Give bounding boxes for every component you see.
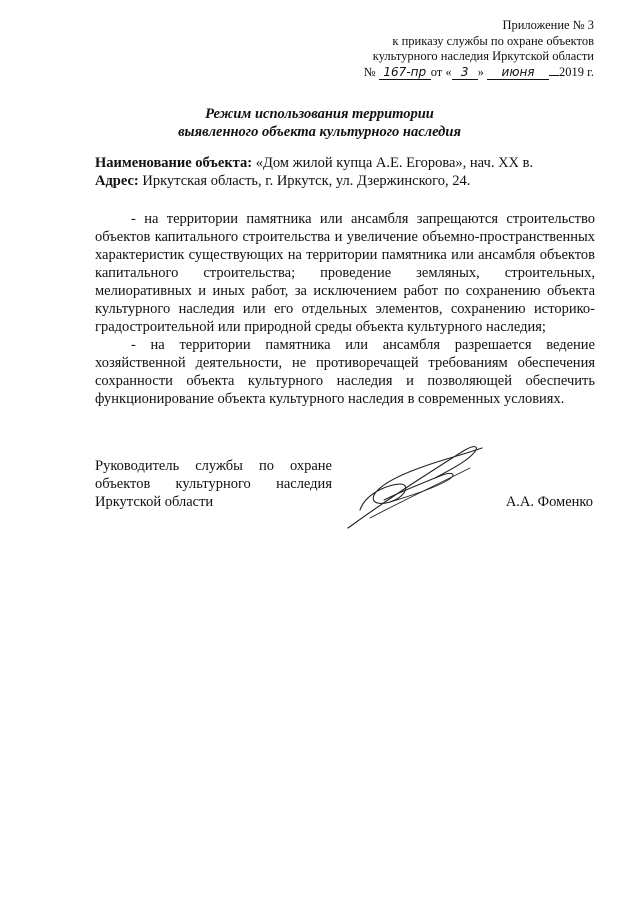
object-info bbox=[95, 154, 595, 190]
object-address-label: Адрес: bbox=[95, 173, 139, 189]
appendix-block bbox=[364, 18, 594, 80]
order-date-blank bbox=[549, 75, 559, 76]
order-number-line bbox=[364, 65, 594, 81]
order-date-close: » bbox=[477, 64, 484, 79]
order-date-from: от « bbox=[430, 64, 452, 79]
handwritten-signature bbox=[340, 440, 490, 535]
permission-paragraph: - на территории памятника или ансамбля разрешается ведение хозяйственной деятельности, не противоречащей требованиям обеспечения сохранности объекта культурного наследия и позволяющей обеспечить функционирование объекта культурного наследия в современных условиях. bbox=[95, 337, 595, 407]
object-name-value: «Дом жилой купца А.Е. Егорова», нач. XX в. bbox=[252, 155, 534, 171]
object-name-row bbox=[95, 154, 595, 172]
order-year: 2019 г. bbox=[559, 64, 594, 79]
object-address-row bbox=[95, 172, 595, 190]
title-line-2: выявленного объекта культурного наследия bbox=[178, 124, 461, 140]
order-number-handwritten: 167-пр bbox=[379, 66, 431, 80]
prohibition-paragraph: - на территории памятника или ансамбля запрещаются строительство объектов капитального строительства и увеличение объемно-пространственных характеристик существующих на территории памятника или ансамбля объектов капитального строительства; проведение земляных, строительных, мелиоративных и иных работ, за исключением работ по сохранению объекта культурного наследия или его отдельных элементов, сохранению историко-градостроительной или природной среды объекта культурного наследия; bbox=[95, 211, 595, 335]
appendix-agency: культурного наследия Иркутской области bbox=[372, 49, 594, 63]
appendix-order-ref: к приказу службы по охране объектов bbox=[392, 33, 594, 48]
order-number-prefix: № bbox=[363, 64, 376, 79]
regime-text bbox=[95, 210, 595, 408]
signatory-position: Руководитель службы по охране объектов культурного наследия Иркутской области bbox=[95, 458, 332, 510]
object-name-label: Наименование объекта: bbox=[95, 155, 253, 171]
order-month-handwritten: июня bbox=[487, 66, 549, 80]
appendix-number: Приложение № 3 bbox=[502, 18, 594, 32]
signatory-name: А.А. Фоменко bbox=[505, 494, 593, 510]
object-address-value: Иркутская область, г. Иркутск, ул. Дзержинского, 24. bbox=[138, 173, 471, 189]
document-title bbox=[0, 105, 639, 141]
title-line-1: Режим использования территории bbox=[205, 106, 434, 122]
order-day-handwritten: 3 bbox=[452, 66, 478, 80]
